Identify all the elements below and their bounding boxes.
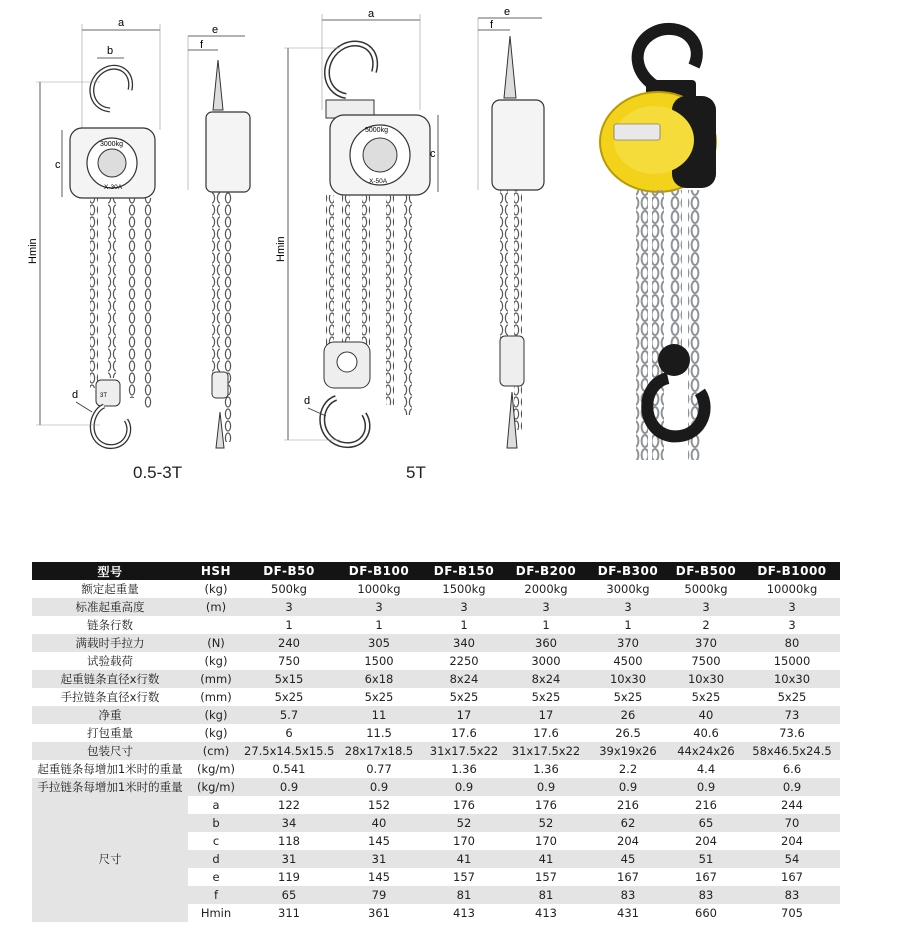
spec-cell: 26.5 bbox=[588, 724, 668, 742]
caption-large-model: 5T bbox=[406, 463, 426, 482]
drawing-small-front bbox=[27, 17, 160, 447]
spec-row bbox=[32, 688, 840, 706]
spec-cell: 3 bbox=[334, 598, 424, 616]
dimension-cell: 157 bbox=[424, 868, 504, 886]
spec-cell: 1 bbox=[504, 616, 588, 634]
drawing-small-side bbox=[188, 24, 250, 448]
header-cell: DF-B300 bbox=[588, 562, 668, 580]
dimension-cell: 413 bbox=[504, 904, 588, 922]
dim-b-label-1: b bbox=[107, 45, 114, 57]
spec-cell: 17 bbox=[424, 706, 504, 724]
spec-cell: 10x30 bbox=[744, 670, 840, 688]
spec-row-label: 手拉链条每增加1米时的重量 bbox=[32, 778, 188, 796]
dimension-cell: 62 bbox=[588, 814, 668, 832]
dimension-cell: 145 bbox=[334, 868, 424, 886]
spec-row bbox=[32, 670, 840, 688]
product-photo bbox=[600, 29, 716, 460]
spec-cell: 10000kg bbox=[744, 580, 840, 598]
plate-small-capacity: 3000kg bbox=[100, 141, 123, 148]
spec-row-label: 标准起重高度 bbox=[32, 598, 188, 616]
spec-cell: 3 bbox=[588, 598, 668, 616]
plate-large-capacity: 5000kg bbox=[365, 127, 388, 134]
drawing-large-front bbox=[275, 8, 438, 445]
spec-cell: 5x25 bbox=[504, 688, 588, 706]
spec-cell: 3 bbox=[504, 598, 588, 616]
drawing-large-side bbox=[478, 6, 544, 448]
spec-cell: 4.4 bbox=[668, 760, 744, 778]
dimension-key: Hmin bbox=[188, 904, 244, 922]
spec-cell: 7500 bbox=[668, 652, 744, 670]
dimension-cell: 170 bbox=[504, 832, 588, 850]
spec-cell: 11 bbox=[334, 706, 424, 724]
spec-row bbox=[32, 742, 840, 760]
spec-cell: 73.6 bbox=[744, 724, 840, 742]
bottom-block-tag: 3T bbox=[100, 393, 108, 399]
dimension-cell: 311 bbox=[244, 904, 334, 922]
spec-row bbox=[32, 652, 840, 670]
spec-cell: 340 bbox=[424, 634, 504, 652]
dimension-cell: 413 bbox=[424, 904, 504, 922]
spec-cell: 3 bbox=[744, 616, 840, 634]
spec-cell: 370 bbox=[668, 634, 744, 652]
spec-row-unit: (kg) bbox=[188, 706, 244, 724]
dimension-cell: 52 bbox=[504, 814, 588, 832]
dim-f-label-2: f bbox=[490, 19, 494, 31]
spec-cell: 40.6 bbox=[668, 724, 744, 742]
spec-cell: 2.2 bbox=[588, 760, 668, 778]
dim-e-label-1: e bbox=[212, 24, 219, 36]
spec-cell: 5x25 bbox=[334, 688, 424, 706]
dimension-cell: 83 bbox=[588, 886, 668, 904]
spec-row bbox=[32, 778, 840, 796]
dimension-cell: 176 bbox=[504, 796, 588, 814]
dim-d-label-2: d bbox=[304, 395, 311, 407]
spec-cell: 1 bbox=[334, 616, 424, 634]
spec-cell: 26 bbox=[588, 706, 668, 724]
dimension-cell: 41 bbox=[424, 850, 504, 868]
spec-cell: 0.9 bbox=[504, 778, 588, 796]
spec-cell: 3000 bbox=[504, 652, 588, 670]
caption-small-model: 0.5-3T bbox=[133, 463, 183, 482]
spec-row bbox=[32, 598, 840, 616]
spec-cell: 10x30 bbox=[588, 670, 668, 688]
spec-row-unit: (kg/m) bbox=[188, 778, 244, 796]
dimension-cell: 83 bbox=[744, 886, 840, 904]
spec-cell: 750 bbox=[244, 652, 334, 670]
header-cell: DF-B1000 bbox=[744, 562, 840, 580]
spec-cell: 58x46.5x24.5 bbox=[744, 742, 840, 760]
spec-row bbox=[32, 580, 840, 598]
spec-cell: 0.77 bbox=[334, 760, 424, 778]
dimension-cell: 34 bbox=[244, 814, 334, 832]
dimension-group-label: 尺寸 bbox=[32, 796, 188, 922]
spec-row-unit: (cm) bbox=[188, 742, 244, 760]
spec-cell: 0.9 bbox=[668, 778, 744, 796]
dim-f-label-1: f bbox=[200, 39, 204, 51]
dim-e-label-2: e bbox=[504, 6, 511, 18]
spec-cell: 1500 bbox=[334, 652, 424, 670]
dimension-cell: 204 bbox=[668, 832, 744, 850]
spec-cell: 5x25 bbox=[244, 688, 334, 706]
dimension-cell: 40 bbox=[334, 814, 424, 832]
spec-row-unit: (kg) bbox=[188, 724, 244, 742]
header-cell: DF-B50 bbox=[244, 562, 334, 580]
spec-cell: 0.9 bbox=[244, 778, 334, 796]
spec-cell: 39x19x26 bbox=[588, 742, 668, 760]
spec-body bbox=[32, 580, 840, 922]
dim-d-label-1: d bbox=[72, 389, 79, 401]
dimension-cell: 167 bbox=[668, 868, 744, 886]
spec-row-unit: (kg) bbox=[188, 580, 244, 598]
dimension-cell: 157 bbox=[504, 868, 588, 886]
plate-large-model: X-50A bbox=[369, 178, 388, 185]
dimension-cell: 45 bbox=[588, 850, 668, 868]
dimension-cell: 705 bbox=[744, 904, 840, 922]
plate-small-model: X-30A bbox=[104, 184, 123, 191]
spec-cell: 5x15 bbox=[244, 670, 334, 688]
spec-row-label: 起重链条每增加1米时的重量 bbox=[32, 760, 188, 778]
spec-cell: 2250 bbox=[424, 652, 504, 670]
dim-a-label-1: a bbox=[118, 17, 125, 29]
dimension-cell: 167 bbox=[744, 868, 840, 886]
spec-cell: 3 bbox=[668, 598, 744, 616]
dimension-cell: 204 bbox=[588, 832, 668, 850]
spec-cell: 80 bbox=[744, 634, 840, 652]
dim-c-label-2: c bbox=[430, 148, 436, 160]
spec-row bbox=[32, 706, 840, 724]
dimension-cell: 31 bbox=[334, 850, 424, 868]
spec-row-label: 打包重量 bbox=[32, 724, 188, 742]
spec-cell: 1 bbox=[244, 616, 334, 634]
dimension-row bbox=[32, 796, 840, 814]
spec-cell: 15000 bbox=[744, 652, 840, 670]
spec-cell: 4500 bbox=[588, 652, 668, 670]
spec-row-label: 额定起重量 bbox=[32, 580, 188, 598]
spec-cell: 3000kg bbox=[588, 580, 668, 598]
dimension-key: d bbox=[188, 850, 244, 868]
spec-cell: 305 bbox=[334, 634, 424, 652]
spec-cell: 17.6 bbox=[424, 724, 504, 742]
spec-row-label: 试验载荷 bbox=[32, 652, 188, 670]
spec-cell: 1 bbox=[424, 616, 504, 634]
spec-row-unit: (kg) bbox=[188, 652, 244, 670]
dimension-cell: 119 bbox=[244, 868, 334, 886]
spec-cell: 3 bbox=[424, 598, 504, 616]
spec-cell: 0.9 bbox=[424, 778, 504, 796]
dimension-key: e bbox=[188, 868, 244, 886]
spec-cell: 40 bbox=[668, 706, 744, 724]
header-cell: HSH bbox=[188, 562, 244, 580]
spec-cell: 0.9 bbox=[744, 778, 840, 796]
dimension-cell: 118 bbox=[244, 832, 334, 850]
spec-row-label: 包装尺寸 bbox=[32, 742, 188, 760]
spec-cell: 28x17x18.5 bbox=[334, 742, 424, 760]
spec-cell: 1000kg bbox=[334, 580, 424, 598]
spec-cell: 370 bbox=[588, 634, 668, 652]
dimension-cell: 431 bbox=[588, 904, 668, 922]
spec-row bbox=[32, 760, 840, 778]
spec-row bbox=[32, 616, 840, 634]
spec-row-label: 满载时手拉力 bbox=[32, 634, 188, 652]
dimension-key: b bbox=[188, 814, 244, 832]
spec-cell: 5.7 bbox=[244, 706, 334, 724]
spec-row-label: 链条行数 bbox=[32, 616, 188, 634]
spec-cell: 240 bbox=[244, 634, 334, 652]
dimension-cell: 176 bbox=[424, 796, 504, 814]
spec-cell: 5x25 bbox=[668, 688, 744, 706]
spec-row-label: 起重链条直径x行数 bbox=[32, 670, 188, 688]
dimension-cell: 167 bbox=[588, 868, 668, 886]
dim-a-label-2: a bbox=[368, 8, 375, 20]
dimension-cell: 65 bbox=[668, 814, 744, 832]
spec-cell: 6 bbox=[244, 724, 334, 742]
header-cell: DF-B100 bbox=[334, 562, 424, 580]
dimension-cell: 145 bbox=[334, 832, 424, 850]
spec-header-row bbox=[32, 562, 840, 580]
spec-cell: 6.6 bbox=[744, 760, 840, 778]
header-cell: DF-B200 bbox=[504, 562, 588, 580]
spec-cell: 3 bbox=[244, 598, 334, 616]
dimension-cell: 54 bbox=[744, 850, 840, 868]
dimension-key: c bbox=[188, 832, 244, 850]
spec-row-unit bbox=[188, 616, 244, 634]
spec-cell: 73 bbox=[744, 706, 840, 724]
dimension-cell: 81 bbox=[424, 886, 504, 904]
dimension-cell: 216 bbox=[588, 796, 668, 814]
spec-row-unit: (mm) bbox=[188, 688, 244, 706]
spec-cell: 1 bbox=[588, 616, 668, 634]
dimension-cell: 204 bbox=[744, 832, 840, 850]
spec-cell: 3 bbox=[744, 598, 840, 616]
dimension-cell: 244 bbox=[744, 796, 840, 814]
spec-row-unit: (mm) bbox=[188, 670, 244, 688]
spec-row-label: 净重 bbox=[32, 706, 188, 724]
spec-cell: 360 bbox=[504, 634, 588, 652]
spec-cell: 44x24x26 bbox=[668, 742, 744, 760]
dimension-key: a bbox=[188, 796, 244, 814]
dimension-cell: 79 bbox=[334, 886, 424, 904]
spec-cell: 5x25 bbox=[424, 688, 504, 706]
spec-row bbox=[32, 724, 840, 742]
dimension-cell: 41 bbox=[504, 850, 588, 868]
dimension-cell: 122 bbox=[244, 796, 334, 814]
spec-cell: 6x18 bbox=[334, 670, 424, 688]
dimension-cell: 170 bbox=[424, 832, 504, 850]
spec-row-unit: (kg/m) bbox=[188, 760, 244, 778]
spec-row-unit: (m) bbox=[188, 598, 244, 616]
spec-cell: 27.5x14.5x15.5 bbox=[244, 744, 334, 758]
spec-cell: 1.36 bbox=[424, 760, 504, 778]
dimension-cell: 152 bbox=[334, 796, 424, 814]
dimension-cell: 52 bbox=[424, 814, 504, 832]
header-cell: DF-B150 bbox=[424, 562, 504, 580]
header-cell: DF-B500 bbox=[668, 562, 744, 580]
spec-table bbox=[32, 562, 840, 922]
spec-cell: 31x17.5x22 bbox=[504, 742, 588, 760]
dimension-cell: 81 bbox=[504, 886, 588, 904]
spec-cell: 0.9 bbox=[588, 778, 668, 796]
dim-hmin-label-2: Hmin bbox=[275, 236, 287, 262]
dimension-cell: 31 bbox=[244, 850, 334, 868]
spec-cell: 2 bbox=[668, 616, 744, 634]
spec-cell: 17 bbox=[504, 706, 588, 724]
dimension-key: f bbox=[188, 886, 244, 904]
dim-hmin-label-1: Hmin bbox=[27, 238, 39, 264]
spec-cell: 5000kg bbox=[668, 580, 744, 598]
header-cell: 型号 bbox=[32, 562, 188, 580]
dimension-cell: 70 bbox=[744, 814, 840, 832]
spec-cell: 2000kg bbox=[504, 580, 588, 598]
dimension-cell: 361 bbox=[334, 904, 424, 922]
spec-row-unit: (N) bbox=[188, 634, 244, 652]
spec-cell: 10x30 bbox=[668, 670, 744, 688]
spec-cell: 8x24 bbox=[424, 670, 504, 688]
spec-cell: 1500kg bbox=[424, 580, 504, 598]
spec-cell: 500kg bbox=[244, 580, 334, 598]
spec-row-label: 手拉链条直径x行数 bbox=[32, 688, 188, 706]
spec-cell: 11.5 bbox=[334, 724, 424, 742]
dimension-cell: 51 bbox=[668, 850, 744, 868]
spec-cell: 8x24 bbox=[504, 670, 588, 688]
spec-cell: 17.6 bbox=[504, 724, 588, 742]
spec-cell: 0.9 bbox=[334, 778, 424, 796]
dimension-cell: 216 bbox=[668, 796, 744, 814]
spec-cell: 1.36 bbox=[504, 760, 588, 778]
spec-cell: 5x25 bbox=[588, 688, 668, 706]
spec-cell: 5x25 bbox=[744, 688, 840, 706]
spec-cell: 31x17.5x22 bbox=[424, 742, 504, 760]
dimension-cell: 65 bbox=[244, 886, 334, 904]
dimension-cell: 660 bbox=[668, 904, 744, 922]
spec-cell: 0.541 bbox=[244, 760, 334, 778]
dimension-cell: 83 bbox=[668, 886, 744, 904]
spec-row bbox=[32, 634, 840, 652]
dim-c-label-1: c bbox=[55, 159, 61, 171]
